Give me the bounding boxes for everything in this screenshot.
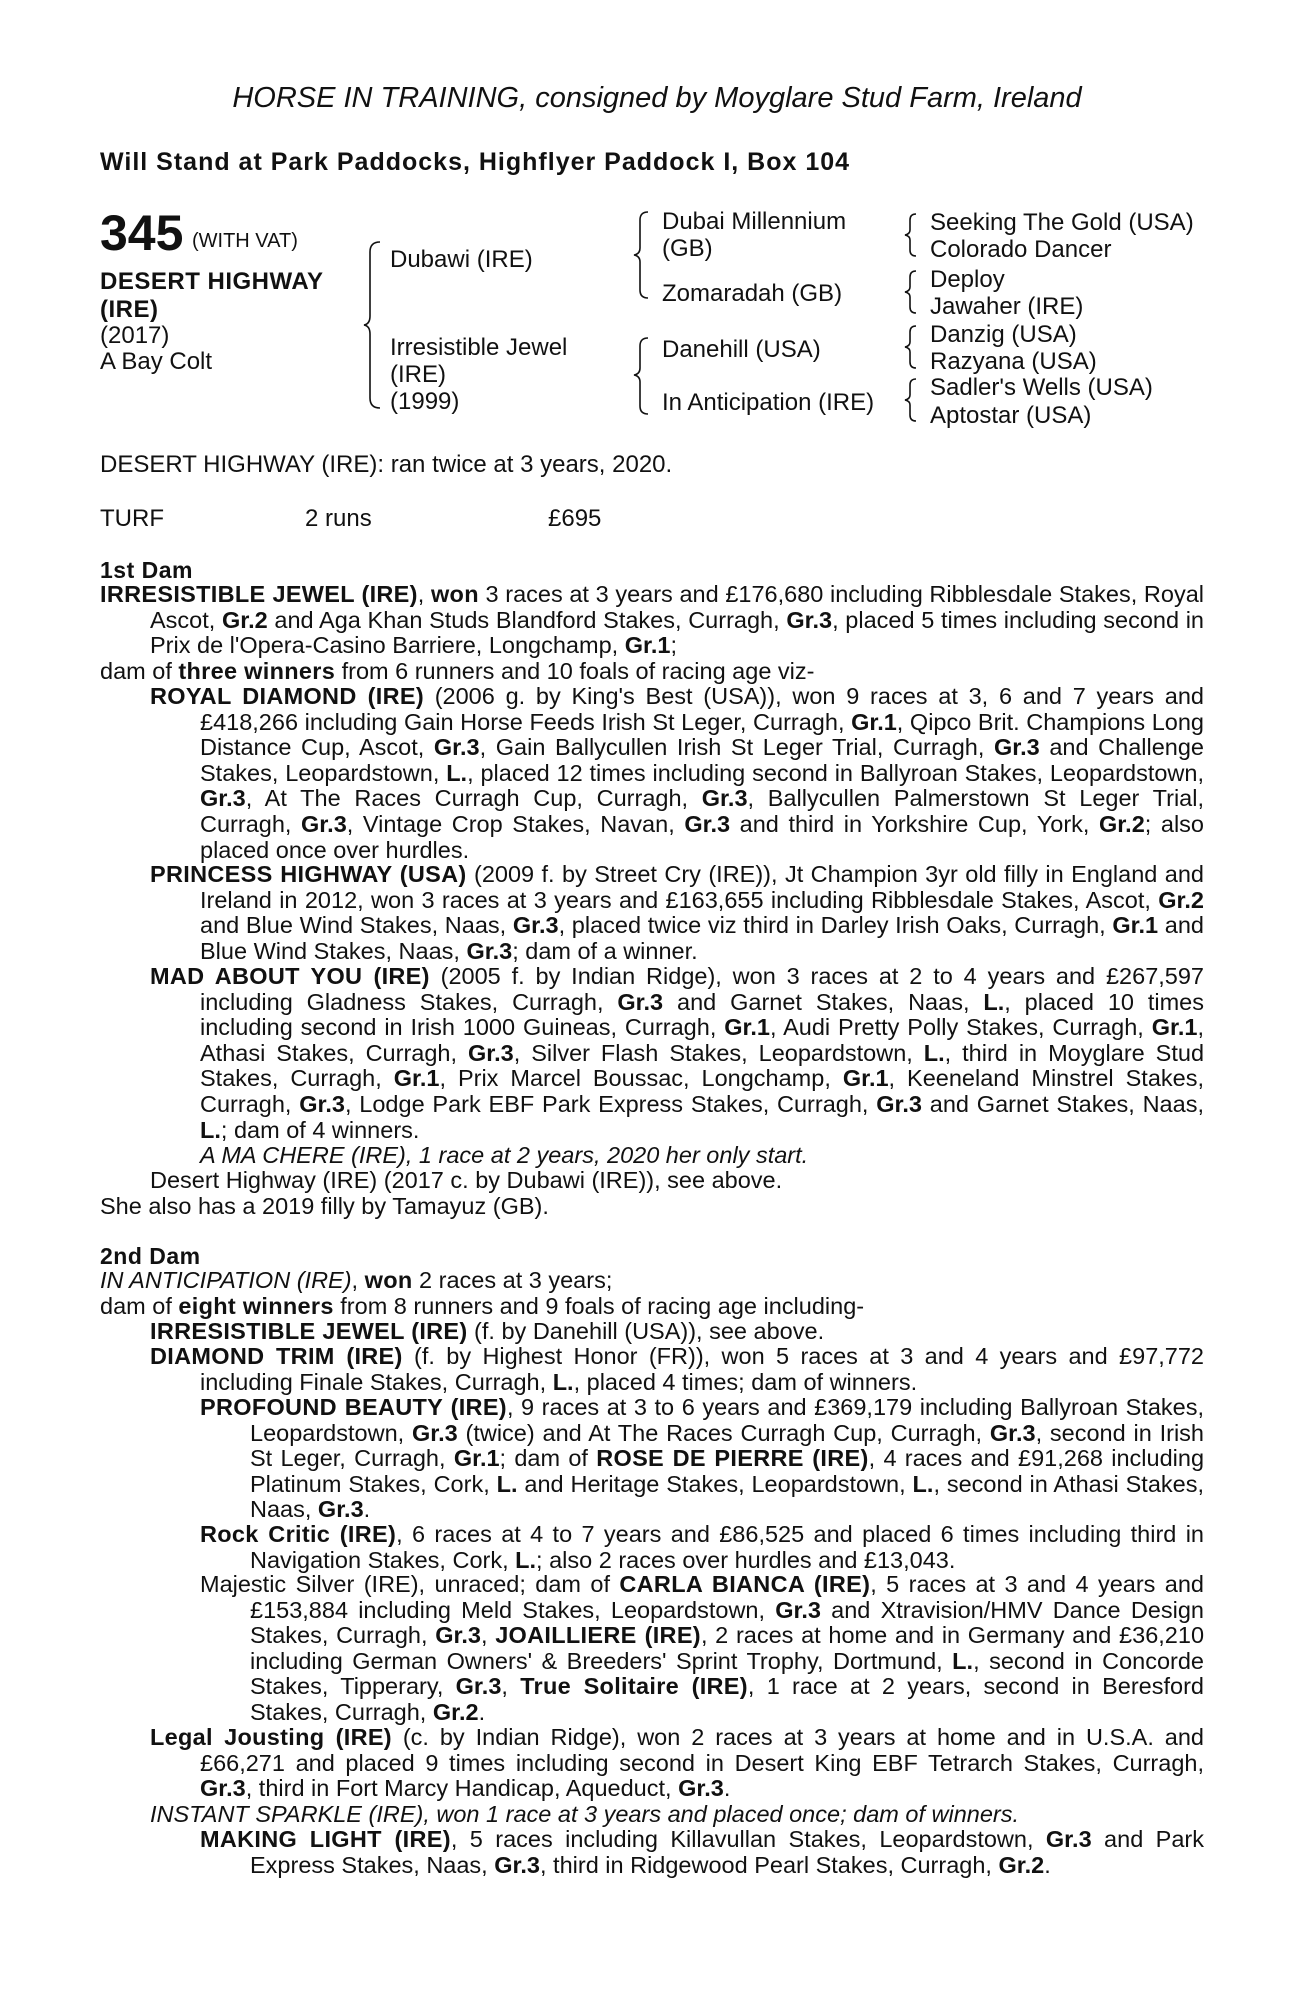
text: , Prix Marcel Boussac, Longchamp,	[439, 1065, 843, 1092]
progeny-name: PROFOUND BEAUTY (IRE)	[200, 1394, 507, 1420]
text: (2009 f. by Street Cry (IRE)), Jt Champion 3yr old filly in England and Ireland in 2012, won 3 races at 3 years and £163,655 including Ribblesdale Stakes, Ascot,	[200, 861, 1204, 913]
pedigree-sire: Dubawi (IRE)	[390, 246, 533, 273]
text: (f. by Danehill (USA)), see above.	[467, 1318, 825, 1344]
grade: L.	[496, 1470, 518, 1497]
horse-name	[100, 268, 380, 324]
grade: Gr.3	[678, 1775, 724, 1802]
text: , Silver Flash Stakes, Leopardstown,	[513, 1039, 924, 1066]
progeny-legal-jousting	[150, 1725, 1204, 1802]
first-dam-entry	[100, 582, 1204, 659]
progeny-irresistible-jewel	[150, 1319, 1204, 1345]
grade: Gr.2	[432, 1698, 479, 1725]
text: ; dam of 4 winners.	[220, 1116, 420, 1143]
progeny-princess-highway	[150, 862, 1204, 964]
horse-name-line1: DESERT HIGHWAY	[100, 268, 324, 295]
progeny-name: MAD ABOUT YOU (IRE)	[150, 963, 430, 989]
text: Majestic Silver (IRE), unraced; dam of	[200, 1571, 620, 1597]
text: ; also 2 races over hurdles and £13,043.	[536, 1546, 956, 1573]
grade: Gr.3	[994, 734, 1040, 761]
text: , second in Concorde Stakes, Tipperary,	[250, 1647, 1204, 1700]
stand-location: Will Stand at Park Paddocks, Highflyer Paddock I, Box 104	[100, 148, 851, 176]
grade: Gr.3	[876, 1090, 922, 1117]
grade: Gr.2	[998, 1851, 1045, 1878]
text: and third in Yorkshire Cup, York,	[730, 810, 1100, 837]
progeny-instant-sparkle: INSTANT SPARKLE (IRE), won 1 race at 3 years and placed once; dam of winners.	[150, 1801, 1020, 1827]
pedigree-bracket-g3-3	[902, 322, 924, 372]
text: ,	[501, 1673, 521, 1700]
grade: Gr.1	[393, 1065, 440, 1092]
text: , third in Ridgewood Pearl Stakes, Curragh,	[539, 1851, 999, 1878]
text: , placed 10 times including second in Irish 1000 Guineas, Curragh,	[200, 988, 1204, 1041]
text: (f. by Highest Honor (FR)), won 5 races at 3 and 4 years and £97,772 including Finale Stakes, Curragh,	[200, 1343, 1205, 1395]
text: (twice) and At The Races Curragh Cup, Curragh,	[457, 1419, 990, 1446]
pedigree-bracket-dam	[632, 336, 656, 416]
grade: Gr.3	[317, 1496, 364, 1523]
horse-name-line2: (IRE)	[100, 296, 159, 323]
text: and Challenge Stakes, Leopardstown,	[200, 734, 1204, 786]
text: , 4 races and £91,268 including Platinum Stakes, Cork,	[250, 1445, 1205, 1497]
text: , Gain Ballycullen Irish St Leger Trial, Curragh,	[479, 734, 995, 761]
text: dam of	[100, 658, 179, 684]
text: , Qipco Brit. Champions Long Distance Cup, Ascot,	[200, 708, 1204, 761]
grade: Gr.2	[222, 606, 268, 633]
grade: Gr.1	[724, 1014, 770, 1041]
grade: Gr.1	[851, 708, 897, 735]
grade: Gr.2	[1099, 810, 1145, 837]
pedigree-dam-line1: Irresistible Jewel	[390, 334, 568, 361]
text: .	[478, 1698, 486, 1725]
runs-count: 2 runs	[305, 505, 372, 532]
pedigree-bracket-g3-4	[902, 375, 924, 425]
pedigree-sire-sire-line1: Dubai Millennium	[662, 208, 847, 235]
grade: Gr.3	[512, 912, 559, 939]
grade: L.	[446, 759, 468, 786]
text: , third in Moyglare Stud Stakes, Curragh,	[200, 1039, 1205, 1092]
grade: Gr.3	[701, 785, 748, 812]
text: .	[363, 1496, 371, 1523]
progeny-name: ROYAL DIAMOND (IRE)	[150, 683, 424, 709]
grade: Gr.1	[1151, 1014, 1198, 1041]
vat-note: (WITH VAT)	[192, 230, 298, 252]
grade: Gr.1	[453, 1445, 500, 1472]
progeny-name: ROSE DE PIERRE (IRE)	[596, 1445, 869, 1472]
pedigree-dam	[390, 334, 620, 415]
pedigree-bracket-g3-1	[902, 210, 924, 260]
grand-progeny-a-ma-chere: A MA CHERE (IRE), 1 race at 2 years, 2020 her only start.	[200, 1142, 809, 1168]
winners-count: eight winners	[178, 1293, 334, 1319]
race-summary: DESERT HIGHWAY (IRE): ran twice at 3 years, 2020.	[100, 451, 673, 478]
text: and Blue Wind Stakes, Naas,	[200, 912, 1204, 964]
pedigree-g3-2: Colorado Dancer	[930, 236, 1112, 263]
text: .	[1044, 1851, 1051, 1878]
text: and Aga Khan Studs Blandford Stakes, Curragh,	[267, 606, 787, 633]
text: 2 races at 3 years;	[412, 1267, 613, 1293]
text: , placed 4 times; dam of winners.	[573, 1368, 918, 1395]
text: .	[723, 1775, 731, 1802]
second-dam-heading: 2nd Dam	[100, 1243, 201, 1269]
grade: Gr.3	[301, 810, 347, 837]
surface-label: TURF	[100, 505, 164, 532]
pedigree-g3-3: Deploy	[930, 266, 1005, 293]
pedigree-g3-7: Sadler's Wells (USA)	[930, 374, 1153, 401]
progeny-name: True Solitaire (IRE)	[520, 1673, 748, 1700]
pedigree-g3-5: Danzig (USA)	[930, 321, 1077, 348]
text: ,	[351, 1267, 365, 1293]
progeny-2019-filly: She also has a 2019 filly by Tamayuz (GB).	[100, 1193, 549, 1219]
text: and Blue Wind Stakes, Naas,	[200, 912, 513, 939]
text: , Keeneland Minstrel Stakes, Curragh,	[200, 1065, 1204, 1117]
progeny-name: PRINCESS HIGHWAY (USA)	[150, 861, 467, 887]
first-dam-heading: 1st Dam	[100, 557, 193, 583]
grade: Gr.3	[433, 734, 480, 761]
text: , 5 races at 3 and 4 years and £153,884 including Meld Stakes, Leopardstown,	[250, 1571, 1204, 1623]
pedigree-bracket-g3-2	[902, 267, 924, 317]
pedigree-dam-sire: Danehill (USA)	[662, 336, 821, 363]
dam-name: IRRESISTIBLE JEWEL (IRE)	[100, 581, 418, 607]
pedigree-dam-dam: In Anticipation (IRE)	[662, 389, 875, 416]
text: , Vintage Crop Stakes, Navan,	[346, 810, 685, 837]
text: , 5 races including Killavullan Stakes, Leopardstown,	[450, 1826, 1046, 1852]
grade: Gr.3	[1045, 1826, 1092, 1852]
progeny-name: Legal Jousting (IRE)	[150, 1724, 392, 1750]
text: , 9 races at 3 to 6 years and £369,179 including Ballyroan Stakes, Leopardstown,	[250, 1394, 1204, 1446]
won-word: won	[364, 1267, 413, 1293]
text: , Ballycullen Palmerstown St Leger Trial, Curragh,	[200, 785, 1204, 837]
text: from 8 runners and 9 foals of racing age including-	[333, 1293, 865, 1319]
grade: Gr.1	[1112, 912, 1159, 939]
progeny-name: DIAMOND TRIM (IRE)	[150, 1343, 403, 1369]
lot-number: 345	[100, 205, 184, 261]
text: ; dam of	[499, 1445, 597, 1472]
grade: Gr.3	[775, 1596, 821, 1623]
text: (2005 f. by Indian Ridge), won 3 races at 2 to 4 years and £267,597 including Gladness Stakes, Curragh,	[200, 963, 1204, 1015]
text: (2006 g. by King's Best (USA)), won 9 races at 3, 6 and 7 years and £418,266 including Gain Horse Feeds Irish St Leger, Curragh,	[200, 683, 1204, 735]
second-dam-entry	[100, 1268, 1204, 1294]
pedigree-sire-sire-line2: (GB)	[662, 235, 713, 262]
pedigree-g3-8: Aptostar (USA)	[930, 402, 1092, 429]
grade: Gr.3	[411, 1419, 458, 1446]
text: , second in Irish St Leger, Curragh,	[250, 1419, 1204, 1472]
grade: L.	[200, 1116, 221, 1143]
grade: L.	[952, 1647, 974, 1674]
text: , Athasi Stakes, Curragh,	[200, 1014, 1204, 1066]
text: 3 races at 3 years and £176,680 including Ribblesdale Stakes, Royal Ascot,	[150, 581, 1204, 633]
grade: Gr.3	[466, 937, 513, 964]
pedigree-dam-line2: (IRE)	[390, 361, 446, 388]
progeny-name: JOAILLIERE (IRE)	[495, 1622, 701, 1649]
pedigree-g3-6: Razyana (USA)	[930, 348, 1097, 375]
grade: Gr.3	[494, 1851, 540, 1878]
text: and Garnet Stakes, Naas,	[663, 988, 984, 1015]
grand-progeny-making-light	[200, 1827, 1204, 1878]
text: , 1 race at 2 years, second in Beresford Stakes, Curragh,	[250, 1673, 1204, 1725]
grade: Gr.3	[455, 1673, 502, 1700]
dam-of-line	[100, 659, 1204, 685]
text: and Park Express Stakes, Naas,	[250, 1826, 1204, 1878]
text: ; dam of a winner.	[512, 937, 698, 964]
progeny-name: IRRESISTIBLE JEWEL (IRE)	[150, 1318, 468, 1344]
grade: Gr.3	[200, 785, 246, 812]
progeny-desert-highway: Desert Highway (IRE) (2017 c. by Dubawi (IRE)), see above.	[150, 1167, 783, 1193]
text: and Xtravision/HMV Dance Design Stakes, Curragh,	[250, 1596, 1204, 1649]
grade: Gr.1	[842, 1065, 889, 1092]
text: and Garnet Stakes, Naas,	[921, 1090, 1204, 1117]
pedigree-bracket-sire	[632, 210, 656, 302]
grade: L.	[923, 1039, 945, 1066]
progeny-mad-about-you	[150, 964, 1204, 1143]
grade: Gr.2	[1158, 886, 1204, 913]
progeny-diamond-trim	[150, 1344, 1204, 1395]
text: , 6 races at 4 to 7 years and £86,525 and placed 6 times including third in Navigation Stakes, Cork,	[250, 1521, 1204, 1573]
grade: Gr.3	[989, 1419, 1036, 1446]
progeny-royal-diamond	[150, 684, 1204, 863]
pedigree-g3-4: Jawaher (IRE)	[930, 293, 1084, 320]
text: (c. by Indian Ridge), won 2 races at 3 years at home and in U.S.A. and £66,271 and placed 9 times including second in Desert King EBF Tetrarch Stakes, Curragh,	[200, 1724, 1204, 1776]
text: , At The Races Curragh Cup, Curragh,	[245, 785, 702, 812]
pedigree-bracket-main	[362, 240, 386, 410]
grade: L.	[983, 988, 1005, 1015]
text: ,	[480, 1622, 496, 1649]
progeny-name: MAKING LIGHT (IRE)	[200, 1826, 451, 1852]
pedigree-sire-sire	[662, 208, 892, 262]
grade: Gr.3	[617, 988, 664, 1015]
grade: Gr.3	[435, 1622, 481, 1649]
text: , Lodge Park EBF Park Express Stakes, Curragh,	[344, 1090, 877, 1117]
text: , Audi Pretty Polly Stakes, Curragh,	[769, 1014, 1152, 1041]
earnings: £695	[548, 505, 602, 532]
horse-description: A Bay Colt	[100, 348, 213, 375]
text: ;	[670, 632, 677, 659]
text: and Heritage Stakes, Leopardstown,	[517, 1470, 913, 1497]
grand-progeny-majestic-silver	[200, 1572, 1204, 1726]
progeny-name: Rock Critic (IRE)	[200, 1521, 397, 1547]
pedigree-sire-dam: Zomaradah (GB)	[662, 280, 843, 307]
grade: Gr.1	[624, 632, 671, 659]
grade: L.	[912, 1470, 934, 1497]
text: from 6 runners and 10 foals of racing age viz-	[335, 658, 815, 684]
progeny-name: CARLA BIANCA (IRE)	[619, 1571, 871, 1597]
text: , placed 12 times including second in Ballyroan Stakes, Leopardstown,	[467, 759, 1204, 786]
second-dam-of-line	[100, 1294, 1204, 1320]
text: dam of	[100, 1293, 179, 1319]
grade: L.	[515, 1546, 537, 1573]
text: , third in Fort Marcy Handicap, Aqueduct,	[245, 1775, 679, 1802]
text: , second in Athasi Stakes, Naas,	[250, 1470, 1204, 1523]
sep: ,	[417, 581, 431, 607]
foaling-year: (2017)	[100, 322, 170, 349]
pedigree-dam-line3: (1999)	[390, 388, 460, 415]
grade: Gr.3	[684, 810, 731, 837]
grade: Gr.3	[786, 606, 833, 633]
text: , placed 5 times including second in Prix de l'Opera-Casino Barriere, Longchamp,	[150, 606, 1204, 659]
grand-progeny-rock-critic	[200, 1522, 1204, 1573]
catalogue-header: HORSE IN TRAINING, consigned by Moyglare Stud Farm, Ireland	[232, 82, 1082, 114]
grade: L.	[552, 1368, 574, 1395]
dam-name: IN ANTICIPATION (IRE)	[100, 1267, 352, 1293]
won-word: won	[430, 581, 479, 607]
grade: Gr.3	[299, 1090, 345, 1117]
grade: Gr.3	[200, 1775, 246, 1802]
text: , placed twice viz third in Darley Irish Oaks, Curragh,	[558, 912, 1113, 939]
pedigree-g3-1: Seeking The Gold (USA)	[930, 209, 1194, 236]
grand-progeny-profound-beauty	[200, 1395, 1204, 1523]
text: ; also placed once over hurdles.	[200, 810, 1205, 863]
grade: Gr.3	[467, 1039, 514, 1066]
winners-count: three winners	[178, 658, 336, 684]
text: , 2 races at home and in Germany and £36,210 including German Owners' & Breeders' Sprint Trophy, Dortmund,	[250, 1622, 1205, 1674]
